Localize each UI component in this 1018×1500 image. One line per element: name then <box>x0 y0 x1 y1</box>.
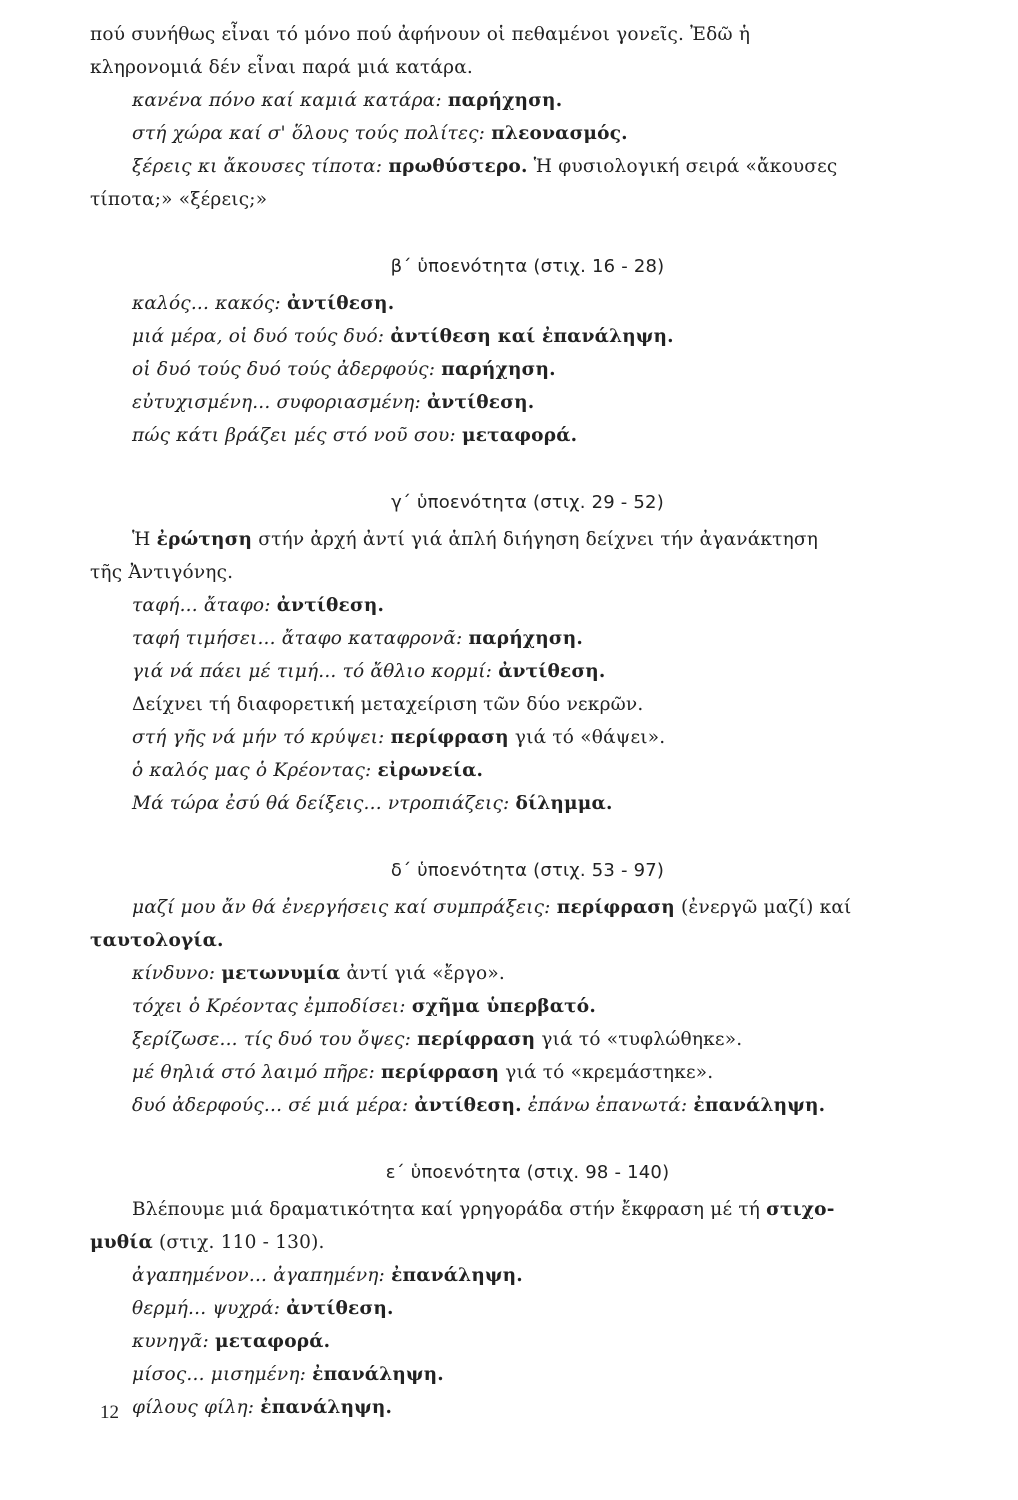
figure-of-speech: περίφραση <box>556 897 675 918</box>
quoted-verse: ταφή... ἄταφο: <box>132 595 277 616</box>
quoted-verse: φίλους φίλη: <box>132 1397 261 1418</box>
text-run: Ἡ <box>132 529 157 550</box>
quoted-verse: εὐτυχισμένη... συφοριασμένη: <box>132 392 427 413</box>
quoted-verse: μίσος... μισημένη: <box>132 1364 313 1385</box>
text-line <box>90 556 925 589</box>
figure-of-speech: μετωνυμία <box>221 963 341 984</box>
text-line <box>90 924 925 957</box>
text-run: γιά τό «θάψει». <box>508 727 666 748</box>
quoted-verse: μιά μέρα, οἱ δυό τούς δυό: <box>132 326 391 347</box>
quoted-verse: στή χώρα καί σ' ὅλους τούς πολίτες: <box>132 123 492 144</box>
text-run: στήν ἀρχή ἀντί γιά ἁπλή διήγηση δείχνει τήν ἀγανάκτηση <box>252 529 819 550</box>
figure-of-speech: περίφραση <box>380 1062 500 1083</box>
text-run: κληρονομιά δέν εἶναι παρά μιά κατάρα. <box>90 57 473 78</box>
text-line <box>90 589 925 622</box>
text-line <box>90 353 925 386</box>
figure-of-speech: παρήχηση. <box>447 90 563 111</box>
text-line <box>90 1391 925 1424</box>
figure-of-speech: περίφραση <box>417 1029 536 1050</box>
section-heading: β΄ ὑποενότητα (στιχ. 16 - 28) <box>390 256 665 277</box>
text-line <box>90 1259 925 1292</box>
quoted-verse: γιά νά πάει μέ τιμή... τό ἄθλιο κορμί: <box>132 661 499 682</box>
quoted-verse: κυνηγᾶ: <box>132 1331 215 1352</box>
section-heading: γ΄ ὑποενότητα (στιχ. 29 - 52) <box>391 492 664 513</box>
quoted-verse: ταφή τιμήσει... ἄταφο καταφρονᾶ: <box>132 628 469 649</box>
section-c <box>90 486 925 820</box>
figure-of-speech: δίλημμα. <box>515 793 613 814</box>
figure-of-speech: ἀντίθεση. <box>276 595 385 616</box>
figure-of-speech: ἐρώτηση <box>156 529 253 550</box>
text-run: (στιχ. 110 - 130). <box>152 1232 325 1253</box>
quoted-verse: μέ θηλιά στό λαιμό πῆρε: <box>132 1062 381 1083</box>
text-line <box>90 1193 925 1226</box>
figure-of-speech: ἀντίθεση. <box>414 1095 522 1116</box>
text-run: Βλέπουμε μιά δραματικότητα καί γρηγοράδα στήν ἔκφραση μέ τή <box>132 1199 767 1220</box>
quoted-verse: μαζί μου ἄν θά ἐνεργήσεις καί συμπράξεις: <box>132 897 557 918</box>
text-line <box>90 1089 925 1122</box>
figure-of-speech: στιχο- <box>766 1199 835 1220</box>
quoted-verse: ἀγαπημένον... ἀγαπημένη: <box>132 1265 392 1286</box>
figure-of-speech: παρήχηση. <box>441 359 556 380</box>
figure-of-speech: ἀντίθεση. <box>286 1298 394 1319</box>
quoted-verse: οἱ δυό τούς δυό τούς ἀδερφούς: <box>132 359 442 380</box>
text-line <box>90 1292 925 1325</box>
section-d <box>90 854 925 1122</box>
text-run: Ἡ φυσιολογική σειρά «ἄκουσες <box>527 156 838 177</box>
text-run: (ἐνεργῶ μαζί) καί <box>674 897 852 918</box>
page-number: 12 <box>100 1402 119 1423</box>
text-run: Δείχνει τή διαφορετική μεταχείριση τῶν δύο νεκρῶν. <box>132 694 644 715</box>
text-line <box>90 320 925 353</box>
figure-of-speech: ἐπανάληψη. <box>260 1397 393 1418</box>
section-lines <box>90 523 925 820</box>
quoted-verse: ὁ καλός μας ὁ Κρέοντας: <box>132 760 378 781</box>
text-line <box>90 688 925 721</box>
figure-of-speech: ἐπανάληψη. <box>391 1265 523 1286</box>
text-line <box>90 891 925 924</box>
text-line <box>90 655 925 688</box>
figure-of-speech: ἀντίθεση. <box>498 661 606 682</box>
text-line <box>90 787 925 820</box>
quoted-verse: κίνδυνο: <box>132 963 222 984</box>
text-line <box>90 957 925 990</box>
text-run: ἀντί γιά «ἔργο». <box>340 963 505 984</box>
text-run: γιά τό «τυφλώθηκε». <box>535 1029 743 1050</box>
quoted-verse: κανένα πόνο καί καμιά κατάρα: <box>132 90 448 111</box>
figure-of-speech: μυθία <box>90 1232 153 1253</box>
text-line <box>90 287 925 320</box>
quoted-verse: Μά τώρα ἐσύ θά δείξεις... ντροπιάζεις: <box>132 793 516 814</box>
text-line <box>90 84 925 117</box>
text-line <box>90 51 925 84</box>
quoted-verse: ξέρεις κι ἄκουσες τίποτα: <box>132 156 389 177</box>
quoted-verse: πώς κάτι βράζει μές στό νοῦ σου: <box>132 425 462 446</box>
section-lines <box>90 1193 925 1424</box>
figure-of-speech: παρήχηση. <box>468 628 584 649</box>
text-line <box>90 1023 925 1056</box>
figure-of-speech: ἀντίθεση καί ἐπανάληψη. <box>390 326 674 347</box>
figure-of-speech: μεταφορά. <box>461 425 578 446</box>
quoted-verse: δυό ἀδερφούς... σέ μιά μέρα: <box>132 1095 415 1116</box>
text-line <box>90 150 925 183</box>
text-line <box>90 386 925 419</box>
section-e <box>90 1156 925 1424</box>
document-page <box>90 18 925 1424</box>
text-line <box>90 1325 925 1358</box>
text-line <box>90 183 925 216</box>
figure-of-speech: ἀντίθεση. <box>286 293 395 314</box>
intro-section <box>90 18 925 216</box>
text-line <box>90 1056 925 1089</box>
quoted-verse: θερμή... ψυχρά: <box>132 1298 287 1319</box>
text-line <box>90 990 925 1023</box>
figure-of-speech: ταυτολογία. <box>90 930 224 951</box>
figure-of-speech: ἐπανάληψη. <box>693 1095 826 1116</box>
quoted-verse: καλός... κακός: <box>132 293 287 314</box>
figure-of-speech: ἐπανάληψη. <box>312 1364 444 1385</box>
text-line <box>90 18 925 51</box>
section-lines <box>90 891 925 1122</box>
figure-of-speech: περίφραση <box>390 727 509 748</box>
text-line <box>90 523 925 556</box>
text-run: γιά τό «κρεμάστηκε». <box>499 1062 714 1083</box>
text-line <box>90 1226 925 1259</box>
quoted-verse: στή γῆς νά μήν τό κρύψει: <box>132 727 391 748</box>
section-heading: ε΄ ὑποενότητα (στιχ. 98 - 140) <box>385 1162 670 1183</box>
figure-of-speech: εἰρωνεία. <box>377 760 484 781</box>
section-b <box>90 250 925 452</box>
figure-of-speech: μεταφορά. <box>214 1331 331 1352</box>
text-run: τῆς Ἀντιγόνης. <box>90 562 234 583</box>
quoted-verse: τόχει ὁ Κρέοντας ἐμποδίσει: <box>132 996 412 1017</box>
figure-of-speech: πλεονασμός. <box>491 123 628 144</box>
text-run: τίποτα;» «ξέρεις;» <box>90 189 268 210</box>
text-line <box>90 721 925 754</box>
text-line <box>90 622 925 655</box>
quoted-verse: ἐπάνω ἐπανωτά: <box>521 1095 694 1116</box>
text-line <box>90 1358 925 1391</box>
text-line <box>90 419 925 452</box>
text-line <box>90 754 925 787</box>
figure-of-speech: σχῆμα ὑπερβατό. <box>411 996 596 1017</box>
quoted-verse: ξερίζωσε... τίς δυό του ὄψες: <box>132 1029 418 1050</box>
text-run: πού συνήθως εἶναι τό μόνο πού ἀφήνουν οἱ πεθαμένοι γονεῖς. Ἐδῶ ἡ <box>90 24 751 45</box>
section-heading: δ΄ ὑποενότητα (στιχ. 53 - 97) <box>390 860 665 881</box>
text-line <box>90 117 925 150</box>
figure-of-speech: πρωθύστερο. <box>388 156 528 177</box>
section-lines <box>90 287 925 452</box>
figure-of-speech: ἀντίθεση. <box>426 392 535 413</box>
